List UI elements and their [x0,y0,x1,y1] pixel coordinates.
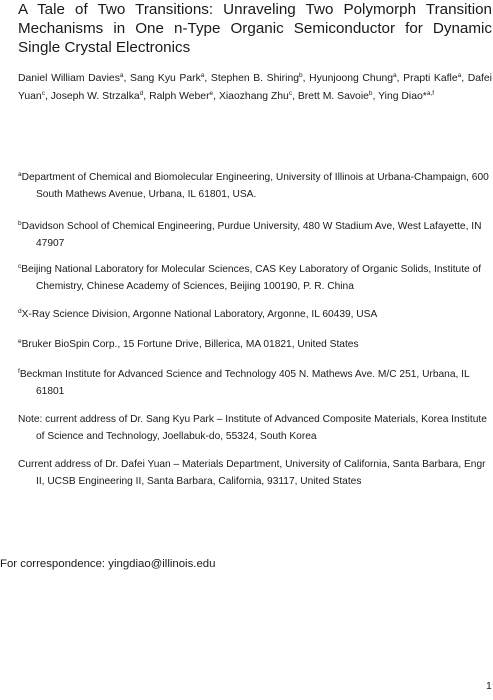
affiliation-c: $^c$Beijing National Laboratory for Molecular Sciences, CAS Key Laboratory of Organic Solids, Institute of Chemistry, Chinese Academy of Sciences, Beijing 100190, P. R. China [18,263,482,292]
author: Brett M. Savoie$^b$, [297,89,379,102]
author: Sang Kyu Park$^a$, [130,72,211,84]
author: Joseph W. Strzalka$^d$, [50,89,150,102]
author: Prapti Kafle$^a$, [403,72,468,84]
page-number: 1 [486,680,492,692]
author: Ralph Weber$^e$, [149,89,219,102]
correspondence: For correspondence: yingdiao@illinois.edu [0,558,216,570]
affiliation-e: $^e$Bruker BioSpin Corp., 15 Fortune Drive, Billerica, MA 01821, United States [18,338,359,350]
affiliation-b: $^b$Davidson School of Chemical Engineering, Purdue University, 480 W Stadium Ave, West Lafayette, IN 47907 [18,220,482,249]
address-note: Note: current address of Dr. Sang Kyu Park – Institute of Advanced Composite Materials, Korea Institute of Science and Technology, Joellabuk-do, 55324, South Korea [18,414,487,442]
affiliation-f: $^f$Beckman Institute for Advanced Science and Technology 405 N. Mathews Ave. M/C 251, Urbana, IL 61801 [18,368,470,397]
author: Daniel William Davies$^a$, [18,72,131,84]
author: Hyunjoong Chung$^a$, [309,72,404,84]
author: Ying Diao*$^{a,f}$ [378,89,435,102]
author: Dafei Yuan$^c$, [18,73,492,102]
author: Stephen B. Shiring$^b$, [210,72,310,84]
affiliation-a: $^a$Department of Chemical and Biomolecular Engineering, University of Illinois at Urbana-Champaign, 600 South Mathews Avenue, Urbana, IL 61801, USA. [18,171,489,200]
author: Xiaozhang Zhu$^c$, [218,89,298,102]
paper-title: A Tale of Two Transitions: Unraveling Two Polymorph Transition Mechanisms in One n-Type Organic Semiconductor for Dynamic Single Crystal Electronics [18,1,492,56]
affiliation-d: $^d$X-Ray Science Division, Argonne National Laboratory, Argonne, IL 60439, USA [18,308,378,320]
author-list [18,70,492,105]
address-note: Current address of Dr. Dafei Yuan – Materials Department, University of California, Santa Barbara, Engr II, UCSB Engineering II, Santa Barbara, California, 93117, United States [18,459,486,487]
